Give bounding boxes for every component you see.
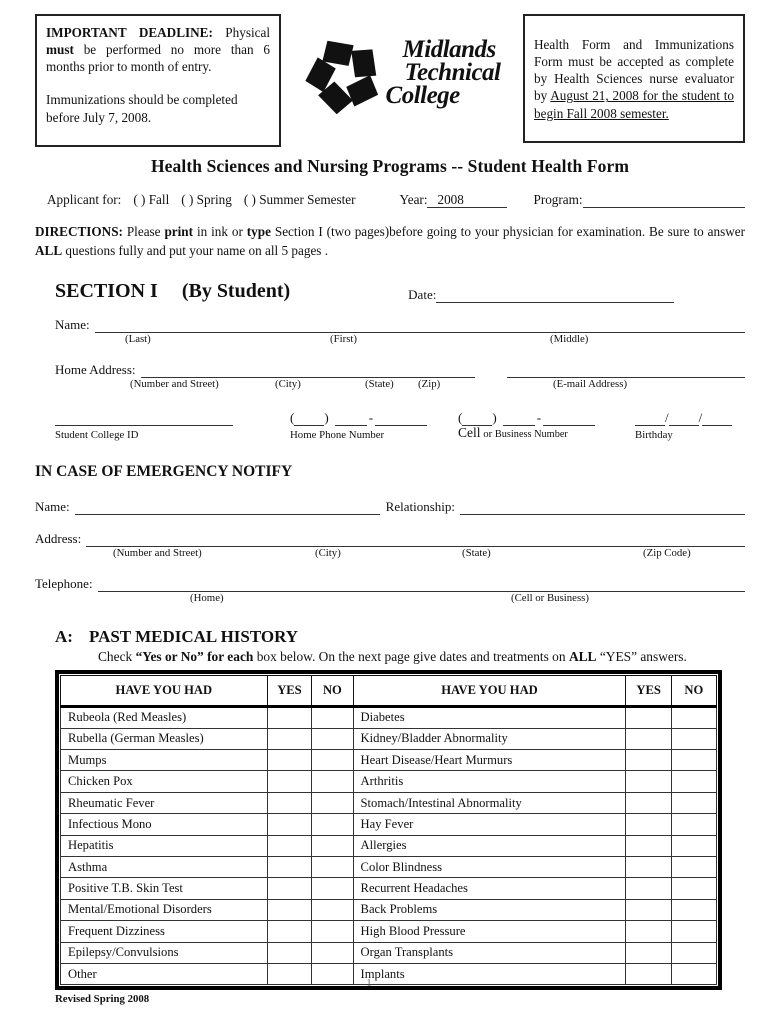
blank-segment[interactable] xyxy=(702,411,732,426)
immunization-note: Immunizations should be completed before July 7, 2008. xyxy=(46,92,238,125)
home-address-sublabels xyxy=(35,378,745,393)
condition-label: Kidney/Bladder Abnormality xyxy=(353,728,626,749)
field-sublabel: (Number and Street) xyxy=(130,378,219,391)
medical-history-table xyxy=(55,670,722,990)
name-label: Name: xyxy=(55,317,90,333)
condition-label: Rubeola (Red Measles) xyxy=(61,707,268,728)
field-sublabel: (City) xyxy=(275,378,301,391)
email-field[interactable] xyxy=(507,363,745,378)
field-sublabel: (City) xyxy=(315,547,341,560)
field-sublabel: (Middle) xyxy=(550,333,589,346)
name-sublabels xyxy=(35,333,745,348)
past-medical-history-heading: A: PAST MEDICAL HISTORY xyxy=(55,627,299,647)
deadline-heading: IMPORTANT DEADLINE: xyxy=(46,25,213,40)
section1-heading: SECTION I xyxy=(55,280,158,303)
blank-segment[interactable] xyxy=(335,411,367,426)
history-row xyxy=(61,899,717,920)
acceptance-deadline-underlined: August 21, 2008 for the student to begin Fall 2008 semester. xyxy=(534,88,734,121)
yes-cell[interactable] xyxy=(267,792,312,813)
yes-cell[interactable] xyxy=(626,857,671,878)
page-header xyxy=(35,14,745,147)
no-cell[interactable] xyxy=(671,792,716,813)
cell-phone-label: Cell or Business Number xyxy=(458,425,568,441)
condition-label: Organ Transplants xyxy=(353,942,626,963)
condition-label: Hay Fever xyxy=(353,814,626,835)
condition-label: Epilepsy/Convulsions xyxy=(61,942,268,963)
condition-label: Other xyxy=(61,963,268,984)
emergency-address-label: Address: xyxy=(35,531,82,547)
deadline-box xyxy=(35,14,281,147)
deadline-paragraph: IMPORTANT DEADLINE: Physical must be performed no more than 6 months prior to month of entry. xyxy=(46,25,270,75)
yes-cell[interactable] xyxy=(626,771,671,792)
condition-label: Positive T.B. Skin Test xyxy=(61,878,268,899)
emergency-heading: IN CASE OF EMERGENCY NOTIFY xyxy=(35,463,293,481)
directions-paragraph: DIRECTIONS: Please print in ink or type Section I (two pages)before going to your physician for examination. Be sure to answer ALL questions fully and put your name on all 5 pages . xyxy=(35,224,745,259)
cell-phone-field[interactable]: ( ) - xyxy=(458,410,595,426)
emergency-telephone-row xyxy=(35,576,745,592)
no-cell[interactable] xyxy=(312,878,353,899)
field-sublabel: (Last) xyxy=(125,333,151,346)
no-cell[interactable] xyxy=(671,857,716,878)
history-row xyxy=(61,750,717,771)
emergency-telephone-field[interactable] xyxy=(98,577,745,592)
field-sublabel: (Number and Street) xyxy=(113,547,202,560)
yes-cell[interactable] xyxy=(267,814,312,835)
page-number: 1 xyxy=(366,978,372,989)
year-field[interactable]: 2008 xyxy=(427,192,507,208)
no-cell[interactable] xyxy=(671,707,716,728)
applicant-for-label: Applicant for: xyxy=(47,192,122,207)
no-cell[interactable] xyxy=(312,921,353,942)
home-phone-label: Home Phone Number xyxy=(290,429,385,442)
field-sublabel: (Zip Code) xyxy=(643,547,691,560)
year-label: Year: xyxy=(399,192,428,207)
yes-cell[interactable] xyxy=(626,878,671,899)
applicant-line xyxy=(47,192,745,208)
history-row xyxy=(61,707,717,728)
yes-cell[interactable] xyxy=(626,814,671,835)
no-cell[interactable] xyxy=(312,771,353,792)
name-row xyxy=(35,317,745,333)
field-sublabel: (State) xyxy=(365,378,394,391)
emergency-name-row xyxy=(35,499,745,515)
condition-label: Mumps xyxy=(61,750,268,771)
history-row xyxy=(61,942,717,963)
name-field[interactable] xyxy=(95,318,745,333)
field-sublabel: (State) xyxy=(462,547,491,560)
relationship-label: Relationship: xyxy=(385,499,455,515)
form-title: Health Sciences and Nursing Programs -- Student Health Form xyxy=(150,156,630,176)
date-label: Date: xyxy=(408,287,437,303)
history-row xyxy=(61,835,717,856)
yes-cell[interactable] xyxy=(626,750,671,771)
yes-cell[interactable] xyxy=(267,899,312,920)
no-cell[interactable] xyxy=(312,814,353,835)
date-field[interactable] xyxy=(436,288,674,303)
field-sublabel: (First) xyxy=(330,333,357,346)
no-cell[interactable] xyxy=(671,878,716,899)
program-field[interactable] xyxy=(583,193,745,208)
condition-label: High Blood Pressure xyxy=(353,921,626,942)
emergency-address-field[interactable] xyxy=(86,532,745,547)
no-cell[interactable] xyxy=(312,899,353,920)
condition-label: Heart Disease/Heart Murmurs xyxy=(353,750,626,771)
condition-label: Chicken Pox xyxy=(61,771,268,792)
semester-option-fall[interactable]: ( ) Fall xyxy=(133,192,170,207)
no-cell[interactable] xyxy=(671,899,716,920)
blank-segment[interactable] xyxy=(669,411,699,426)
condition-label: Frequent Dizziness xyxy=(61,921,268,942)
no-cell[interactable] xyxy=(671,921,716,942)
no-cell[interactable] xyxy=(671,750,716,771)
blank-segment[interactable] xyxy=(462,411,492,426)
program-label: Program: xyxy=(533,192,583,207)
yes-cell[interactable] xyxy=(267,878,312,899)
directions-label: DIRECTIONS: xyxy=(35,224,123,239)
home-address-row xyxy=(35,362,745,378)
condition-label: Allergies xyxy=(353,835,626,856)
no-cell[interactable] xyxy=(671,835,716,856)
semester-option-summer[interactable]: ( ) Summer Semester xyxy=(243,192,356,207)
section1-subheading: (By Student) xyxy=(181,280,291,303)
yes-cell[interactable] xyxy=(626,792,671,813)
yes-cell[interactable] xyxy=(267,728,312,749)
blank-segment[interactable] xyxy=(375,411,427,426)
yes-cell[interactable] xyxy=(626,921,671,942)
yes-cell[interactable] xyxy=(267,921,312,942)
field-sublabel: (Cell or Business) xyxy=(511,592,589,605)
yes-cell[interactable] xyxy=(267,835,312,856)
emergency-address-row xyxy=(35,531,745,547)
condition-label: Rheumatic Fever xyxy=(61,792,268,813)
no-cell[interactable] xyxy=(312,942,353,963)
birthday-label: Birthday xyxy=(635,429,673,442)
college-logo xyxy=(281,14,523,116)
condition-label: Back Problems xyxy=(353,899,626,920)
table-header-row xyxy=(61,676,717,707)
condition-label: Diabetes xyxy=(353,707,626,728)
yes-cell[interactable] xyxy=(626,899,671,920)
field-sublabel: (Home) xyxy=(190,592,224,605)
student-id-label: Student College ID xyxy=(55,429,139,442)
blank-segment[interactable] xyxy=(503,411,535,426)
semester-option-spring[interactable]: ( ) Spring xyxy=(181,192,232,207)
relationship-field[interactable] xyxy=(460,500,745,515)
home-phone-field[interactable]: ( ) - xyxy=(290,410,427,426)
yes-cell[interactable] xyxy=(626,942,671,963)
yes-cell[interactable] xyxy=(626,707,671,728)
home-address-label: Home Address: xyxy=(55,362,136,378)
history-row xyxy=(61,814,717,835)
condition-label: Implants xyxy=(353,963,626,984)
field-sublabel: (Zip) xyxy=(418,378,441,391)
column-header: NO xyxy=(671,676,716,707)
blank-segment[interactable] xyxy=(635,411,665,426)
history-row xyxy=(61,792,717,813)
no-cell[interactable] xyxy=(671,771,716,792)
check-instruction: Check “Yes or No” for each box below. On the next page give dates and treatments on ALL “YES” answers. xyxy=(98,649,687,665)
yes-cell[interactable] xyxy=(267,771,312,792)
column-header: YES xyxy=(267,676,312,707)
no-cell[interactable] xyxy=(671,942,716,963)
yes-cell[interactable] xyxy=(267,942,312,963)
emergency-name-field[interactable] xyxy=(75,500,380,515)
home-address-field[interactable] xyxy=(141,363,475,378)
yes-cell[interactable] xyxy=(626,728,671,749)
no-cell[interactable] xyxy=(312,750,353,771)
no-cell[interactable] xyxy=(312,792,353,813)
condition-label: Stomach/Intestinal Abnormality xyxy=(353,792,626,813)
yes-cell[interactable] xyxy=(626,835,671,856)
condition-label: Rubella (German Measles) xyxy=(61,728,268,749)
id-phone-row xyxy=(35,405,745,441)
field-sublabel: (E-mail Address) xyxy=(553,378,628,391)
condition-label: Mental/Emotional Disorders xyxy=(61,899,268,920)
no-cell[interactable] xyxy=(312,835,353,856)
condition-label: Color Blindness xyxy=(353,857,626,878)
star-pinwheel-icon xyxy=(304,36,384,116)
birthday-field[interactable]: / / xyxy=(635,410,732,426)
yes-cell[interactable] xyxy=(267,857,312,878)
blank-segment[interactable] xyxy=(294,411,324,426)
yes-cell[interactable] xyxy=(267,707,312,728)
condition-label: Asthma xyxy=(61,857,268,878)
condition-label: Recurrent Headaches xyxy=(353,878,626,899)
condition-label: Infectious Mono xyxy=(61,814,268,835)
column-header: NO xyxy=(312,676,353,707)
condition-label: Hepatitis xyxy=(61,835,268,856)
emergency-address-sublabels xyxy=(35,547,745,562)
column-header: HAVE YOU HAD xyxy=(353,676,626,707)
emergency-name-label: Name: xyxy=(35,499,70,515)
section1-heading-row xyxy=(35,280,745,303)
revision-note: Revised Spring 2008 xyxy=(55,993,150,1006)
history-row xyxy=(61,771,717,792)
column-header: HAVE YOU HAD xyxy=(61,676,268,707)
condition-label: Arthritis xyxy=(353,771,626,792)
student-id-field[interactable] xyxy=(55,411,233,426)
column-header: YES xyxy=(626,676,671,707)
no-cell[interactable] xyxy=(312,728,353,749)
no-cell[interactable] xyxy=(312,857,353,878)
no-cell[interactable] xyxy=(671,728,716,749)
no-cell[interactable] xyxy=(671,814,716,835)
yes-cell[interactable] xyxy=(267,750,312,771)
history-row xyxy=(61,857,717,878)
college-name: Midlands Technical College xyxy=(385,36,501,109)
history-row xyxy=(61,728,717,749)
history-table-body xyxy=(61,707,717,985)
telephone-sublabels xyxy=(35,592,745,607)
acceptance-deadline-box: Health Form and Immunizations Form must be accepted as complete by Health Sciences nurse evaluator by August 21, 2008 for the student to begin Fall 2008 semester. xyxy=(523,14,745,143)
telephone-label: Telephone: xyxy=(35,576,93,592)
history-row xyxy=(61,921,717,942)
history-row xyxy=(61,878,717,899)
blank-segment[interactable] xyxy=(543,411,595,426)
no-cell[interactable] xyxy=(312,707,353,728)
